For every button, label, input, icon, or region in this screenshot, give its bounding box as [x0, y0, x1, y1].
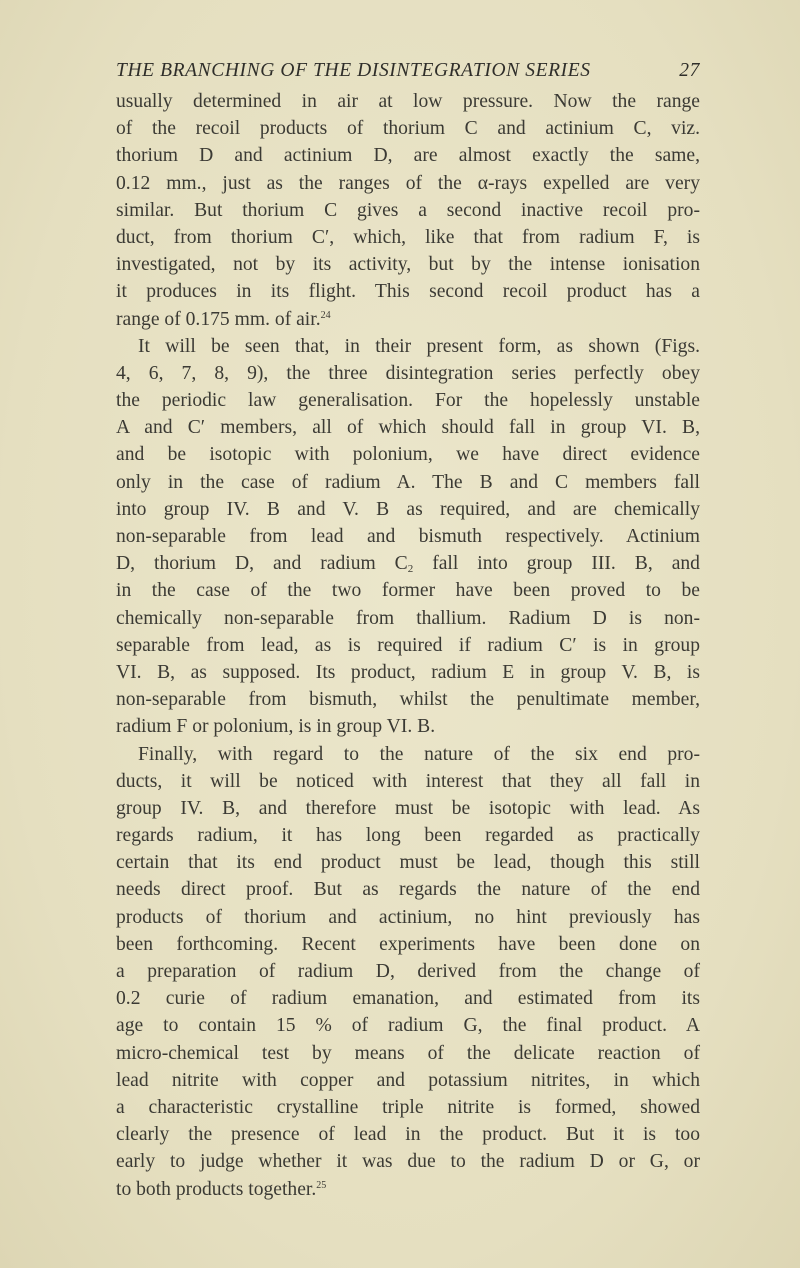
text-segment: been forthcoming. Recent experiments have been done on — [116, 933, 700, 955]
text-line — [116, 278, 700, 305]
text-segment: products of thorium and actinium, no hint previously has — [116, 906, 700, 928]
text-line — [116, 115, 700, 142]
text-line — [116, 387, 700, 414]
text-line — [116, 170, 700, 197]
text-line — [116, 822, 700, 849]
text-segment: VI. B, as supposed. Its product, radium E in group V. B, is — [116, 661, 700, 683]
text-line — [116, 741, 700, 768]
footnote-ref: 24 — [320, 309, 331, 321]
text-segment: radium F or polonium, is in group VI. B. — [116, 716, 436, 738]
text-line — [116, 931, 700, 958]
text-segment: and be isotopic with polonium, we have direct evidence — [116, 444, 700, 466]
text-segment: investigated, not by its activity, but by the intense ionisation — [116, 254, 700, 276]
text-segment: it produces in its flight. This second recoil product has a — [116, 281, 700, 303]
text-segment: age to contain 15 % of radium G, the final product. A — [116, 1015, 700, 1037]
text-segment: fall into group III. B, and — [413, 553, 700, 575]
text-line — [116, 496, 700, 523]
text-segment: clearly the presence of lead in the product. But it is too — [116, 1124, 700, 1146]
chapter-title: THE BRANCHING OF THE DISINTEGRATION SERIES — [116, 60, 591, 81]
text-line — [116, 306, 700, 333]
text-line — [116, 768, 700, 795]
text-line — [116, 1094, 700, 1121]
text-segment: duct, from thorium C′, which, like that from radium F, is — [116, 226, 700, 248]
text-line — [116, 795, 700, 822]
text-segment: group IV. B, and therefore must be isotopic with lead. As — [116, 797, 700, 819]
text-line — [116, 849, 700, 876]
text-line — [116, 142, 700, 169]
text-line — [116, 1176, 700, 1203]
text-segment: D, thorium D, and radium C — [116, 553, 408, 575]
text-line — [116, 577, 700, 604]
text-line — [116, 1121, 700, 1148]
text-segment: micro-chemical test by means of the delicate reaction of — [116, 1042, 700, 1064]
text-segment: It will be seen that, in their present form, as shown (Figs. — [138, 335, 700, 357]
text-line — [116, 414, 700, 441]
text-segment: range of 0.175 mm. of air. — [116, 308, 321, 330]
running-header — [116, 60, 700, 86]
text-line — [116, 360, 700, 387]
text-line — [116, 686, 700, 713]
text-line — [116, 523, 700, 550]
text-line — [116, 224, 700, 251]
text-segment: thorium D and actinium D, are almost exactly the same, — [116, 145, 700, 167]
text-line — [116, 1012, 700, 1039]
text-segment: similar. But thorium C gives a second inactive recoil pro- — [116, 199, 700, 221]
text-line — [116, 441, 700, 468]
text-segment: needs direct proof. But as regards the nature of the end — [116, 879, 700, 901]
text-segment: 4, 6, 7, 8, 9), the three disintegration series perfectly obey — [116, 362, 700, 384]
text-segment: to both products together. — [116, 1178, 317, 1200]
text-line — [116, 958, 700, 985]
text-line — [116, 251, 700, 278]
text-segment: the periodic law generalisation. For the hopelessly unstable — [116, 390, 700, 412]
text-line — [116, 713, 700, 740]
body-text — [116, 88, 700, 1203]
text-segment: a preparation of radium D, derived from the change of — [116, 961, 700, 982]
text-segment: ducts, it will be noticed with interest that they all fall in — [116, 770, 700, 792]
text-segment: certain that its end product must be lead, though this still — [116, 852, 700, 874]
text-segment: lead nitrite with copper and potassium nitrites, in which — [116, 1069, 700, 1091]
text-segment: only in the case of radium A. The B and C members fall — [116, 471, 700, 493]
footnote-ref: 25 — [316, 1179, 327, 1191]
text-line — [116, 1148, 700, 1175]
text-line — [116, 333, 700, 360]
text-segment: early to judge whether it was due to the radium D or G, or — [116, 1151, 700, 1173]
text-line — [116, 904, 700, 931]
text-segment: A and C′ members, all of which should fall in group VI. B, — [116, 417, 700, 439]
text-line — [116, 985, 700, 1012]
text-segment: 0.2 curie of radium emanation, and estimated from its — [116, 988, 700, 1010]
text-segment: separable from lead, as is required if radium C′ is in group — [116, 634, 700, 656]
text-segment: of the recoil products of thorium C and actinium C, viz. — [116, 118, 700, 140]
text-line — [116, 605, 700, 632]
text-line — [116, 632, 700, 659]
text-segment: Finally, with regard to the nature of the six end pro- — [138, 743, 700, 765]
text-line — [116, 88, 700, 115]
text-line — [116, 876, 700, 903]
text-segment: usually determined in air at low pressure. Now the range — [116, 91, 700, 112]
text-line — [116, 469, 700, 496]
text-line — [116, 1067, 700, 1094]
text-segment: non-separable from lead and bismuth respectively. Actinium — [116, 526, 700, 547]
page-number: 27 — [679, 60, 700, 81]
text-line — [116, 659, 700, 686]
text-line — [116, 197, 700, 224]
text-segment: 0.12 mm., just as the ranges of the α-rays expelled are very — [116, 172, 700, 194]
text-segment: regards radium, it has long been regarded as practically — [116, 825, 700, 847]
subscript: 2 — [407, 563, 414, 576]
text-line — [116, 550, 700, 577]
text-segment: a characteristic crystalline triple nitrite is formed, showed — [116, 1096, 700, 1118]
text-segment: into group IV. B and V. B as required, and are chemically — [116, 498, 700, 520]
text-segment: non-separable from bismuth, whilst the penultimate member, — [116, 689, 700, 711]
text-segment: chemically non-separable from thallium. Radium D is non- — [116, 607, 700, 629]
text-segment: in the case of the two former have been proved to be — [116, 580, 700, 602]
text-line — [116, 1040, 700, 1067]
